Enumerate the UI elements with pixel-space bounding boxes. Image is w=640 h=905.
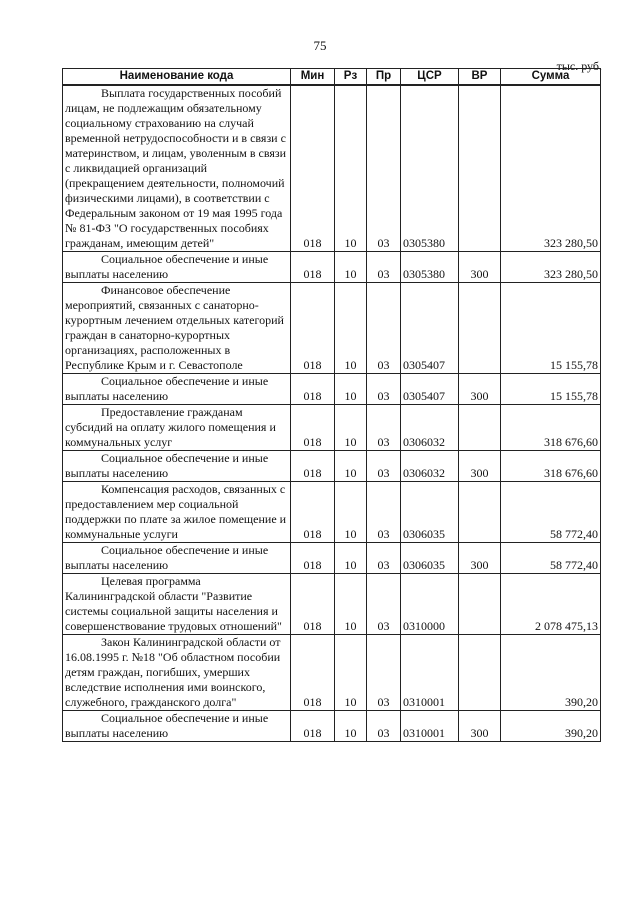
table-row [63,574,601,635]
table-row [63,711,601,742]
cell-rz: 10 [335,635,367,711]
cell-rz: 10 [335,451,367,482]
budget-table [62,68,601,742]
cell-rz: 10 [335,85,367,252]
table-row [63,374,601,405]
cell-csr: 0306032 [401,451,459,482]
table-row [63,543,601,574]
cell-csr: 0306035 [401,543,459,574]
table-header-row [63,69,601,86]
cell-sum: 323 280,50 [501,85,601,252]
cell-csr: 0305380 [401,85,459,252]
header-pr: Пр [367,69,401,86]
cell-pr: 03 [367,374,401,405]
cell-rz: 10 [335,283,367,374]
cell-csr: 0305380 [401,252,459,283]
header-name: Наименование кода [63,69,291,86]
cell-vr: 300 [459,543,501,574]
row-name-text: Социальное обеспечение и иные выплаты населению [65,252,269,281]
cell-vr [459,482,501,543]
page-number: 75 [313,38,327,53]
cell-sum: 58 772,40 [501,482,601,543]
row-name-text: Финансовое обеспечение мероприятий, связанных с санаторно-курортным лечением отдельных категорий граждан в санаторно-курортных организациях, расположенных в Республике Крым и г. Севастополе [65,283,284,372]
cell-name [63,85,291,252]
cell-rz: 10 [335,374,367,405]
cell-csr: 0305407 [401,374,459,405]
row-name-text: Предоставление гражданам субсидий на оплату жилого помещения и коммунальных услуг [65,405,276,449]
row-name-text: Социальное обеспечение и иные выплаты населению [65,711,269,740]
cell-vr [459,635,501,711]
cell-csr: 0310000 [401,574,459,635]
cell-vr [459,574,501,635]
cell-csr: 0305407 [401,283,459,374]
cell-min: 018 [291,374,335,405]
cell-rz: 10 [335,574,367,635]
cell-sum: 15 155,78 [501,283,601,374]
cell-min: 018 [291,574,335,635]
cell-pr: 03 [367,543,401,574]
cell-rz: 10 [335,405,367,451]
table-row [63,85,601,252]
cell-sum: 15 155,78 [501,374,601,405]
row-name-text: Компенсация расходов, связанных с предоставлением мер социальной поддержки по плате за жилое помещение и коммунальные услуги [65,482,287,541]
row-name-text: Социальное обеспечение и иные выплаты населению [65,374,269,403]
cell-vr [459,85,501,252]
cell-pr: 03 [367,405,401,451]
cell-min: 018 [291,635,335,711]
cell-name [63,283,291,374]
table-row [63,405,601,451]
cell-min: 018 [291,85,335,252]
cell-csr: 0310001 [401,635,459,711]
header-rz: Рз [335,69,367,86]
cell-sum: 323 280,50 [501,252,601,283]
cell-sum: 318 676,60 [501,405,601,451]
header-vr: ВР [459,69,501,86]
cell-name [63,405,291,451]
row-name-text: Целевая программа Калининградской области "Развитие системы социальной защиты населения и совершенствование трудовых отношений" [65,574,282,633]
cell-min: 018 [291,711,335,742]
cell-rz: 10 [335,543,367,574]
table-row [63,252,601,283]
cell-name [63,574,291,635]
cell-pr: 03 [367,482,401,543]
cell-min: 018 [291,283,335,374]
cell-csr: 0306035 [401,482,459,543]
cell-name [63,451,291,482]
cell-sum: 390,20 [501,711,601,742]
cell-sum: 2 078 475,13 [501,574,601,635]
cell-min: 018 [291,543,335,574]
cell-rz: 10 [335,252,367,283]
row-name-text: Закон Калининградской области от 16.08.1995 г. №18 "Об областном пособии детям граждан, погибших, умерших вследствие исполнения ими воинского, служебного, гражданского долга" [65,635,281,709]
cell-vr [459,405,501,451]
units-label: тыс. руб. [556,59,602,73]
cell-csr: 0306032 [401,405,459,451]
cell-pr: 03 [367,252,401,283]
cell-pr: 03 [367,574,401,635]
cell-rz: 10 [335,711,367,742]
cell-rz: 10 [335,482,367,543]
cell-name [63,543,291,574]
cell-vr: 300 [459,711,501,742]
header-sum: Сумма [501,69,601,86]
cell-pr: 03 [367,635,401,711]
row-name-text: Социальное обеспечение и иные выплаты населению [65,543,269,572]
table-row [63,635,601,711]
cell-vr: 300 [459,451,501,482]
cell-csr: 0310001 [401,711,459,742]
cell-pr: 03 [367,451,401,482]
cell-vr: 300 [459,252,501,283]
table-row [63,482,601,543]
cell-sum: 58 772,40 [501,543,601,574]
table-row [63,283,601,374]
cell-pr: 03 [367,283,401,374]
table-row [63,451,601,482]
cell-name [63,252,291,283]
cell-name [63,635,291,711]
cell-sum: 390,20 [501,635,601,711]
cell-min: 018 [291,405,335,451]
row-name-text: Социальное обеспечение и иные выплаты населению [65,451,269,480]
cell-name [63,374,291,405]
cell-sum: 318 676,60 [501,451,601,482]
cell-name [63,482,291,543]
header-csr: ЦСР [401,69,459,86]
cell-min: 018 [291,252,335,283]
header-min: Мин [291,69,335,86]
cell-pr: 03 [367,85,401,252]
cell-vr: 300 [459,374,501,405]
cell-vr [459,283,501,374]
cell-min: 018 [291,482,335,543]
cell-min: 018 [291,451,335,482]
cell-pr: 03 [367,711,401,742]
cell-name [63,711,291,742]
row-name-text: Выплата государственных пособий лицам, не подлежащим обязательному социальному страхованию на случай временной нетрудоспособности и в связи с материнством, и лицам, уволенным в связи с ликвидацией организаций (прекращением деятельности, полномочий физическими лицами), в соответствии с Федеральным законом от 19 мая 1995 года № 81-ФЗ "О государственных пособиях гражданам, имеющим детей" [65,86,287,250]
